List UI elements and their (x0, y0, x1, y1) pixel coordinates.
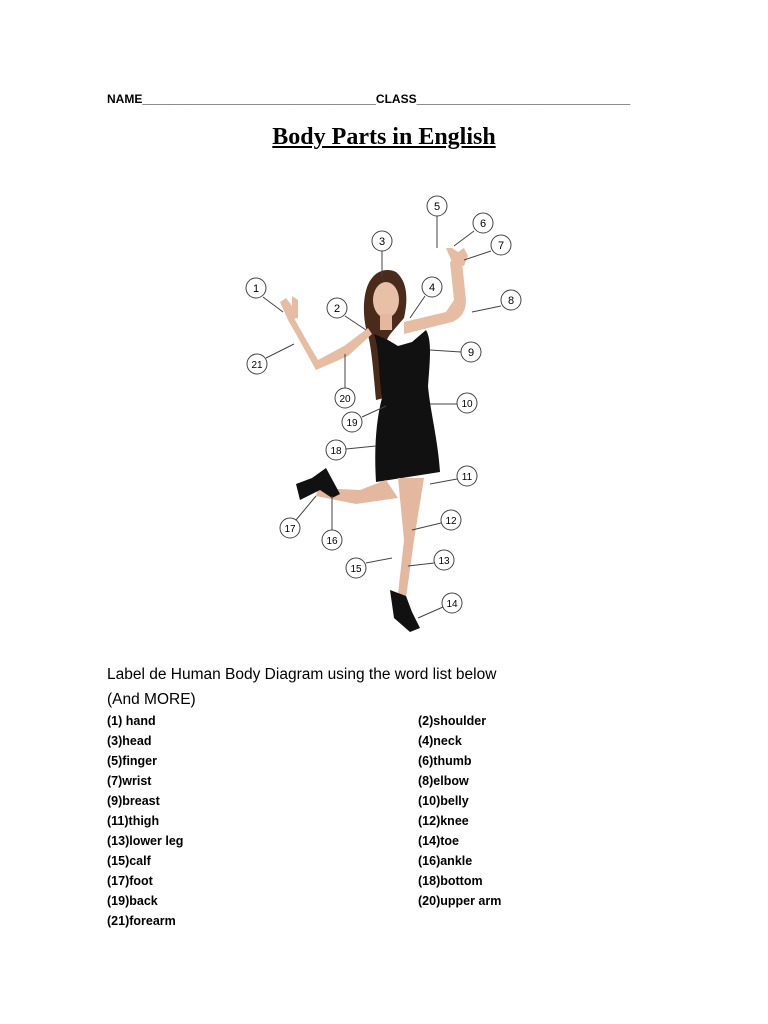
callout-6 (473, 213, 493, 233)
standing-leg (398, 478, 424, 598)
woman-figure (280, 248, 468, 632)
callout-10 (457, 393, 477, 413)
svg-text:12: 12 (445, 516, 457, 527)
svg-text:16: 16 (326, 536, 338, 547)
svg-text:21: 21 (251, 360, 263, 371)
svg-text:1: 1 (252, 283, 260, 295)
callout-11 (457, 466, 477, 486)
word-item: (18)bottom (418, 874, 483, 888)
svg-text:11: 11 (461, 472, 473, 483)
svg-text:13: 13 (438, 556, 450, 567)
word-item: (9)breast (107, 794, 160, 808)
callout-19 (342, 412, 362, 432)
word-item: (1) hand (107, 714, 156, 728)
svg-text:4: 4 (428, 282, 436, 294)
callout-7 (491, 235, 511, 255)
callout-2 (327, 298, 347, 318)
callout-17 (280, 518, 300, 538)
svg-text:18: 18 (330, 446, 342, 457)
callout-5 (427, 196, 447, 216)
callout-18 (326, 440, 346, 460)
word-item: (20)upper arm (418, 894, 502, 908)
svg-text:17: 17 (284, 524, 296, 535)
svg-text:7: 7 (497, 240, 505, 252)
svg-text:8: 8 (507, 295, 515, 307)
word-item: (21)forearm (107, 914, 176, 928)
svg-text:15: 15 (350, 564, 362, 575)
dress (374, 330, 440, 482)
svg-text:20: 20 (339, 394, 351, 405)
word-item: (19)back (107, 894, 158, 908)
standing-shoe (390, 590, 420, 632)
word-item: (14)toe (418, 834, 459, 848)
svg-text:14: 14 (446, 599, 458, 610)
page-title: Body Parts in English (272, 124, 496, 150)
callout-3 (372, 231, 392, 251)
callout-4 (422, 277, 442, 297)
callout-9 (461, 342, 481, 362)
word-item: (12)knee (418, 814, 469, 828)
callout-15 (346, 558, 366, 578)
svg-text:2: 2 (333, 303, 341, 315)
word-item: (16)ankle (418, 854, 473, 868)
word-item: (3)head (107, 734, 152, 748)
callout-1 (246, 278, 266, 298)
callout-8 (501, 290, 521, 310)
word-item: (17)foot (107, 874, 153, 888)
left-hand (280, 296, 298, 320)
word-item: (8)elbow (418, 774, 469, 788)
callout-20 (335, 388, 355, 408)
callout-21 (247, 354, 267, 374)
word-item: (4)neck (418, 734, 462, 748)
word-item: (5)finger (107, 754, 157, 768)
callout-16 (322, 530, 342, 550)
word-item: (6)thumb (418, 754, 472, 768)
svg-text:5: 5 (433, 201, 441, 213)
svg-text:10: 10 (461, 399, 473, 410)
svg-text:9: 9 (467, 347, 475, 359)
svg-text:19: 19 (346, 418, 358, 429)
word-item: (10)belly (418, 794, 469, 808)
word-item: (7)wrist (107, 774, 152, 788)
neck (380, 314, 392, 330)
callout-13 (434, 550, 454, 570)
word-item: (2)shoulder (418, 714, 487, 728)
name-class-line: NAME___________________________________CLASS________________________________ (107, 92, 631, 106)
word-item: (15)calf (107, 854, 151, 868)
instructions-line-1: Label de Human Body Diagram using the word list below (107, 666, 497, 683)
word-item: (13)lower leg (107, 834, 184, 848)
svg-text:6: 6 (479, 218, 487, 230)
raised-hand (446, 248, 468, 266)
instructions-line-2: (And MORE) (107, 691, 196, 708)
callout-14 (442, 593, 462, 613)
svg-text:3: 3 (378, 236, 386, 248)
word-item: (11)thigh (107, 814, 160, 828)
face (373, 282, 399, 318)
callout-12 (441, 510, 461, 530)
